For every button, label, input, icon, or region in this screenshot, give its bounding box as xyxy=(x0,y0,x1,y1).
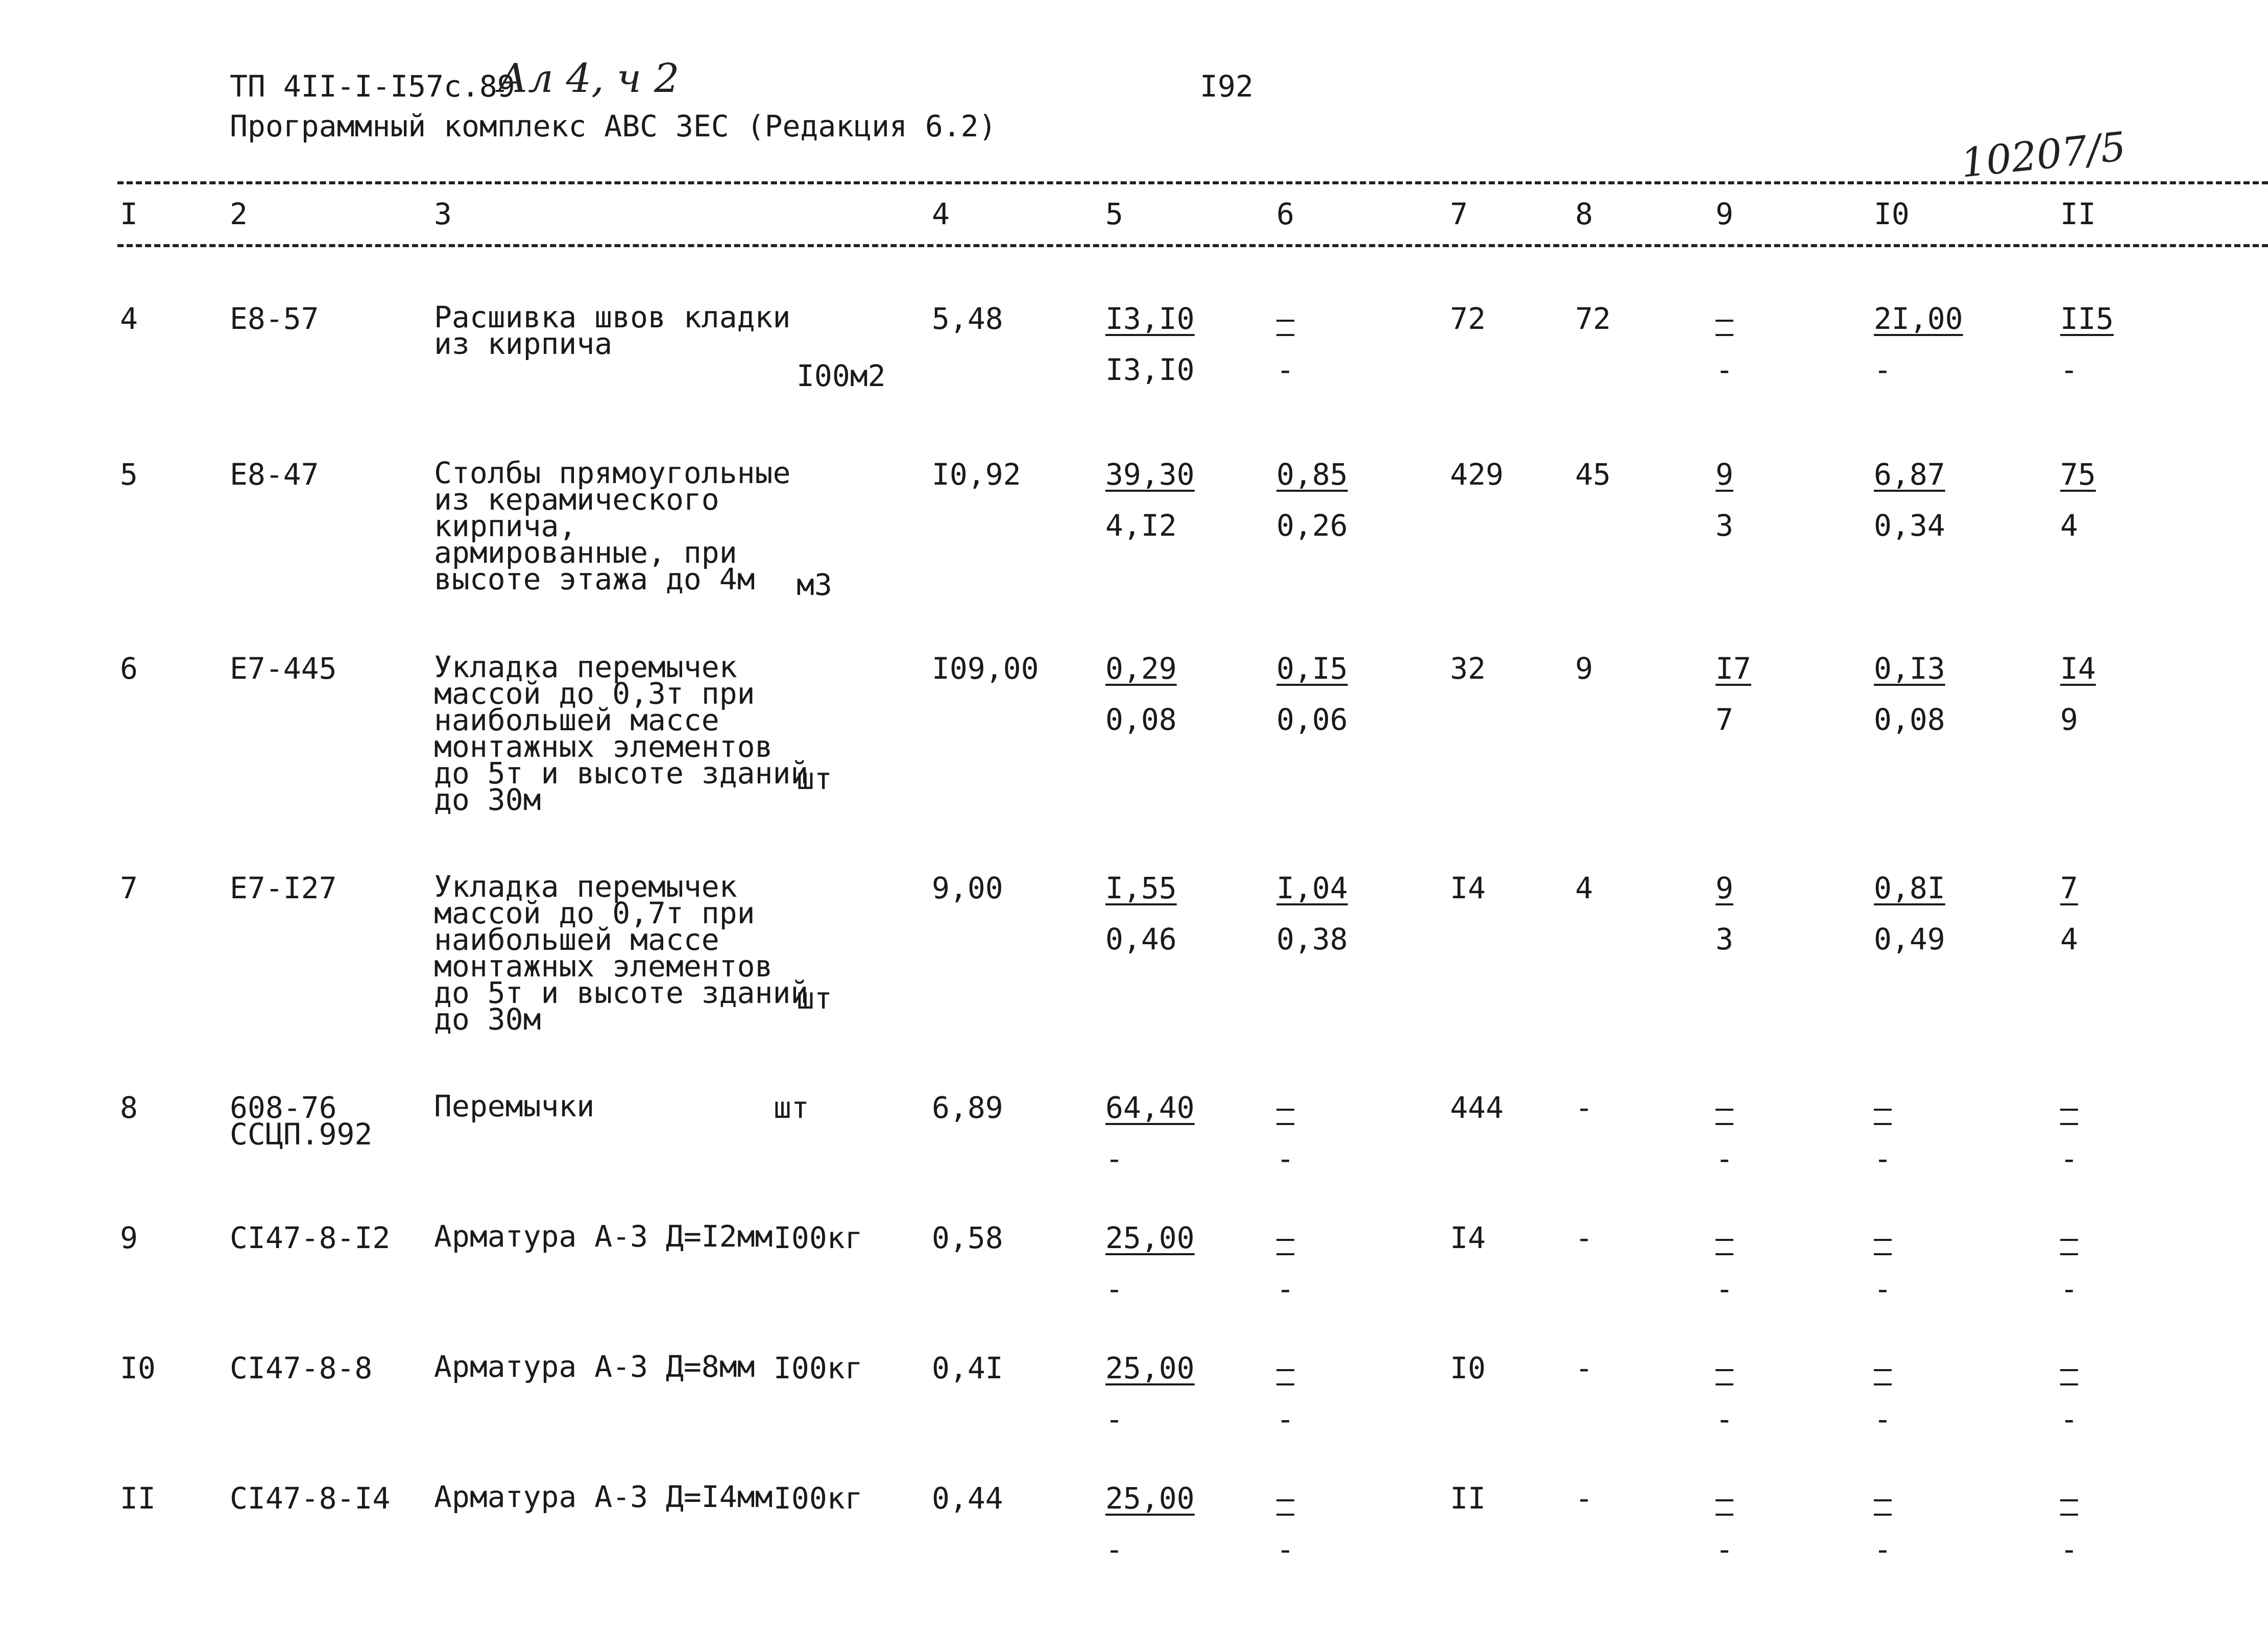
doc-code: ТП 4II-I-I57с.89 xyxy=(230,69,515,104)
col7-value: I4 xyxy=(1450,1221,1486,1255)
col10-sub: - xyxy=(1874,1141,1892,1176)
col9-value: 9 xyxy=(1716,871,1733,905)
col10-value: 0,8I xyxy=(1874,871,1945,905)
col6-sub: - xyxy=(1276,1141,1294,1176)
col6-value: 0,I5 xyxy=(1276,651,1348,686)
col10-value: – xyxy=(1874,1351,1892,1385)
col6-sub: 0,26 xyxy=(1276,508,1348,543)
col8-value: - xyxy=(1575,1351,1593,1385)
rate-code: Е7-I27 xyxy=(230,871,337,905)
col9-value: – xyxy=(1716,1481,1733,1516)
col9-sub: - xyxy=(1716,352,1733,387)
col11-sub: 4 xyxy=(2060,508,2078,543)
quantity: 9,00 xyxy=(932,871,1003,905)
col11-sub: - xyxy=(2060,1532,2078,1567)
work-description: Арматура А-3 Д=I4мм xyxy=(434,1479,773,1514)
col10-sub: - xyxy=(1874,352,1892,387)
quantity: 0,58 xyxy=(932,1221,1003,1255)
unit: I00кг xyxy=(774,1221,863,1255)
col7-value: 444 xyxy=(1450,1090,1504,1125)
column-header: 4 xyxy=(932,197,950,231)
col5-value: 25,00 xyxy=(1105,1481,1195,1516)
col5-sub: 4,I2 xyxy=(1105,508,1177,543)
quantity: 0,4I xyxy=(932,1351,1003,1385)
column-header: 3 xyxy=(434,197,452,231)
col10-sub: 0,49 xyxy=(1874,922,1945,956)
col10-value: – xyxy=(1874,1481,1892,1516)
col10-value: 2I,00 xyxy=(1874,301,1963,336)
col10-value: – xyxy=(1874,1090,1892,1125)
col9-value: 9 xyxy=(1716,457,1733,492)
work-description: Укладка перемычек массой до 0,7т при наибольшей массе монтажных элементов до 5т и высоте зданий до 30м xyxy=(434,869,809,1037)
col6-value: 0,85 xyxy=(1276,457,1348,492)
quantity: I0,92 xyxy=(932,457,1021,492)
header-rule-bottom xyxy=(117,244,2268,247)
row-number: 4 xyxy=(120,301,138,336)
col11-sub: 9 xyxy=(2060,702,2078,737)
column-header: 8 xyxy=(1575,197,1593,231)
col5-sub: - xyxy=(1105,1532,1123,1567)
unit: шт xyxy=(797,981,832,1016)
row-number: 7 xyxy=(120,871,138,905)
col5-sub: 0,46 xyxy=(1105,922,1177,956)
row-number: 9 xyxy=(120,1221,138,1255)
column-header: 6 xyxy=(1276,197,1294,231)
col11-value: – xyxy=(2060,1221,2078,1255)
column-header: I xyxy=(120,197,138,231)
col5-value: 25,00 xyxy=(1105,1221,1195,1255)
col9-value: – xyxy=(1716,1090,1733,1125)
col6-value: – xyxy=(1276,1351,1294,1385)
col8-value: - xyxy=(1575,1481,1593,1516)
col7-value: 32 xyxy=(1450,651,1486,686)
rate-code: Е7-445 xyxy=(230,651,337,686)
work-description: Арматура А-3 Д=I2мм xyxy=(434,1219,773,1254)
column-header: II xyxy=(2060,197,2096,231)
col6-sub: - xyxy=(1276,352,1294,387)
col8-value: 72 xyxy=(1575,301,1611,336)
col9-sub: - xyxy=(1716,1532,1733,1567)
col5-value: I,55 xyxy=(1105,871,1177,905)
unit: шт xyxy=(797,761,832,796)
col6-value: – xyxy=(1276,1221,1294,1255)
col7-value: II xyxy=(1450,1481,1486,1516)
col9-sub: 7 xyxy=(1716,702,1733,737)
quantity: I09,00 xyxy=(932,651,1039,686)
col11-value: II5 xyxy=(2060,301,2114,336)
row-number: 5 xyxy=(120,457,138,492)
col8-value: 9 xyxy=(1575,651,1593,686)
col6-value: – xyxy=(1276,1090,1294,1125)
rate-code: Е8-57 xyxy=(230,301,319,336)
column-header: I0 xyxy=(1874,197,1910,231)
software-line: Программный комплекс АВС ЗЕС (Редакция 6.2) xyxy=(230,109,997,143)
col6-sub: - xyxy=(1276,1402,1294,1437)
col5-value: 0,29 xyxy=(1105,651,1177,686)
rate-code: ССЦП.992 xyxy=(230,1117,373,1152)
col11-value: I4 xyxy=(2060,651,2096,686)
col6-sub: - xyxy=(1276,1272,1294,1306)
col5-value: 39,30 xyxy=(1105,457,1195,492)
col5-value: 25,00 xyxy=(1105,1351,1195,1385)
work-description: Перемычки xyxy=(434,1089,595,1123)
col7-value: I4 xyxy=(1450,871,1486,905)
col6-value: – xyxy=(1276,301,1294,336)
row-number: 6 xyxy=(120,651,138,686)
unit: I00кг xyxy=(774,1481,863,1516)
col9-value: I7 xyxy=(1716,651,1751,686)
col11-sub: - xyxy=(2060,1272,2078,1306)
handwritten-id: 10207/5 xyxy=(1959,124,2128,187)
handwritten-note: Ал 4, ч 2 xyxy=(498,56,680,102)
row-number: II xyxy=(120,1481,156,1516)
col5-value: 64,40 xyxy=(1105,1090,1195,1125)
work-description: Столбы прямоугольные из керамического кирпича, армированные, при высоте этажа до 4м xyxy=(434,456,791,596)
col11-sub: - xyxy=(2060,1141,2078,1176)
col6-value: – xyxy=(1276,1481,1294,1516)
quantity: 6,89 xyxy=(932,1090,1003,1125)
work-description: Укладка перемычек массой до 0,3т при наибольшей массе монтажных элементов до 5т и высоте зданий до 30м xyxy=(434,650,809,817)
col5-sub: - xyxy=(1105,1402,1123,1437)
col10-value: – xyxy=(1874,1221,1892,1255)
unit: шт xyxy=(774,1090,809,1125)
col10-sub: 0,34 xyxy=(1874,508,1945,543)
col11-sub: - xyxy=(2060,352,2078,387)
col9-sub: - xyxy=(1716,1402,1733,1437)
col7-value: 429 xyxy=(1450,457,1504,492)
unit: I00кг xyxy=(774,1351,863,1385)
col9-value: – xyxy=(1716,301,1733,336)
rate-code: 608-76 xyxy=(230,1090,337,1125)
col8-value: - xyxy=(1575,1221,1593,1255)
col11-value: – xyxy=(2060,1351,2078,1385)
column-header: 7 xyxy=(1450,197,1468,231)
column-header: 2 xyxy=(230,197,248,231)
col6-sub: 0,38 xyxy=(1276,922,1348,956)
work-description: Расшивка швов кладки из кирпича xyxy=(434,300,791,361)
header-rule-top xyxy=(117,181,2268,184)
work-description: Арматура А-3 Д=8мм xyxy=(434,1349,755,1384)
column-header: 9 xyxy=(1716,197,1733,231)
col5-value: I3,I0 xyxy=(1105,301,1195,336)
row-number: I0 xyxy=(120,1351,156,1385)
col6-sub: 0,06 xyxy=(1276,702,1348,737)
col9-sub: - xyxy=(1716,1141,1733,1176)
col11-sub: 4 xyxy=(2060,922,2078,956)
quantity: 0,44 xyxy=(932,1481,1003,1516)
col5-sub: - xyxy=(1105,1141,1123,1176)
col8-value: 4 xyxy=(1575,871,1593,905)
col7-value: 72 xyxy=(1450,301,1486,336)
column-header: 5 xyxy=(1105,197,1123,231)
col9-value: – xyxy=(1716,1221,1733,1255)
rate-code: Е8-47 xyxy=(230,457,319,492)
col5-sub: I3,I0 xyxy=(1105,352,1195,387)
col11-value: – xyxy=(2060,1481,2078,1516)
col10-sub: - xyxy=(1874,1402,1892,1437)
col5-sub: 0,08 xyxy=(1105,702,1177,737)
col10-value: 0,I3 xyxy=(1874,651,1945,686)
col11-value: – xyxy=(2060,1090,2078,1125)
page-number: I92 xyxy=(1200,69,1253,104)
col7-value: I0 xyxy=(1450,1351,1486,1385)
col9-sub: 3 xyxy=(1716,922,1733,956)
unit: м3 xyxy=(797,567,832,602)
rate-code: СI47-8-8 xyxy=(230,1351,373,1385)
col11-sub: - xyxy=(2060,1402,2078,1437)
rate-code: СI47-8-I2 xyxy=(230,1221,391,1255)
col10-sub: - xyxy=(1874,1272,1892,1306)
row-number: 8 xyxy=(120,1090,138,1125)
rate-code: СI47-8-I4 xyxy=(230,1481,391,1516)
col10-sub: - xyxy=(1874,1532,1892,1567)
col11-value: 75 xyxy=(2060,457,2096,492)
col9-value: – xyxy=(1716,1351,1733,1385)
col10-sub: 0,08 xyxy=(1874,702,1945,737)
col5-sub: - xyxy=(1105,1272,1123,1306)
col8-value: 45 xyxy=(1575,457,1611,492)
unit: I00м2 xyxy=(797,358,886,393)
quantity: 5,48 xyxy=(932,301,1003,336)
col6-value: I,04 xyxy=(1276,871,1348,905)
col8-value: - xyxy=(1575,1090,1593,1125)
col11-value: 7 xyxy=(2060,871,2078,905)
col6-sub: - xyxy=(1276,1532,1294,1567)
col10-value: 6,87 xyxy=(1874,457,1945,492)
col9-sub: 3 xyxy=(1716,508,1733,543)
col9-sub: - xyxy=(1716,1272,1733,1306)
